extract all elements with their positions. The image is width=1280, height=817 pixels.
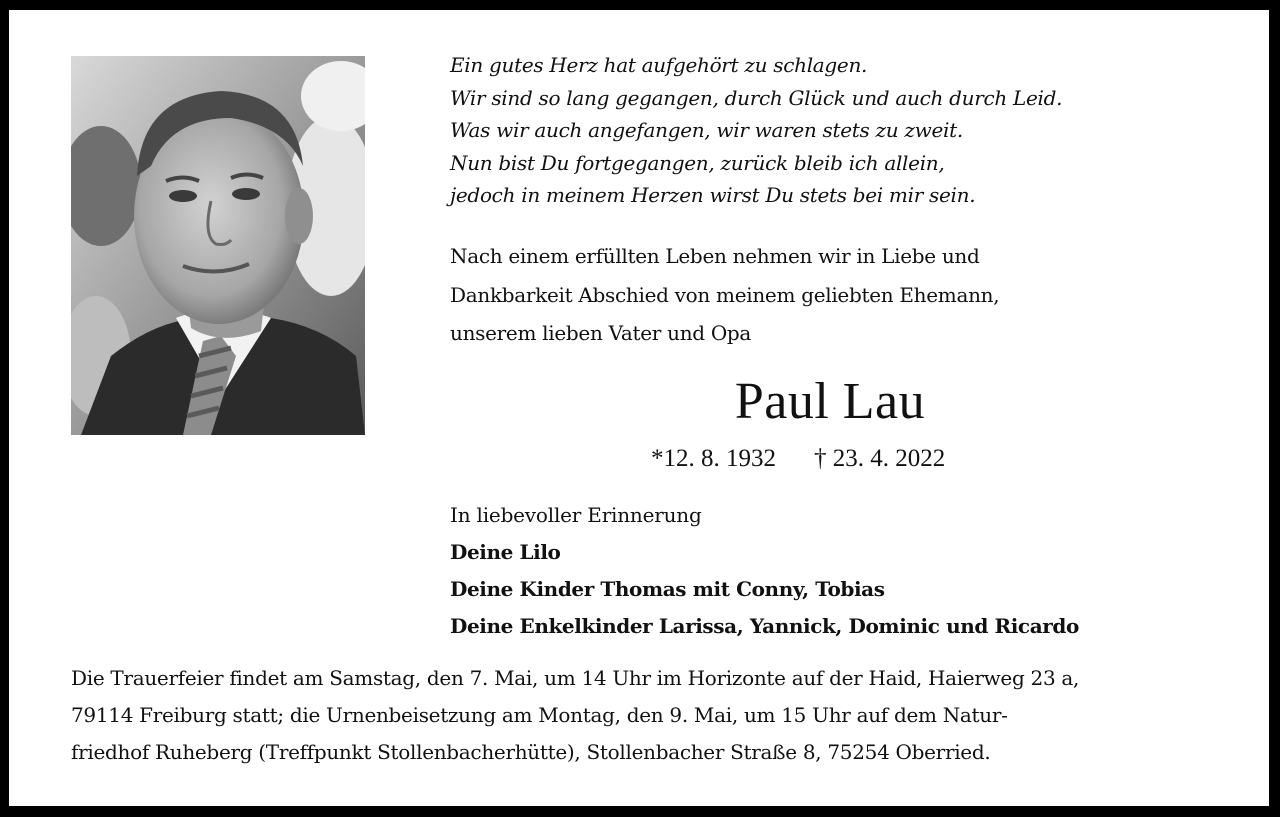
portrait-photo: [71, 56, 365, 435]
farewell-line: Nach einem erfüllten Leben nehmen wir in Liebe und: [450, 244, 980, 268]
memorial-poem: [450, 49, 1250, 212]
funeral-line: 79114 Freiburg statt; die Urnenbeisetzung am Montag, den 9. Mai, um 15 Uhr auf dem Natur-: [71, 703, 1008, 727]
birth-date: *12. 8. 1932: [651, 445, 776, 472]
deceased-name: Paul Lau: [734, 373, 926, 430]
mourner-line: Deine Kinder Thomas mit Conny, Tobias: [450, 577, 885, 601]
poem-line: Ein gutes Herz hat aufgehört zu schlagen.: [450, 53, 868, 77]
mourners-list: [450, 497, 1260, 645]
poem-line: Was wir auch angefangen, wir waren stets zu zweit.: [450, 118, 963, 142]
mourner-line: Deine Lilo: [450, 540, 561, 564]
mourner-line: Deine Enkelkinder Larissa, Yannick, Dominic und Ricardo: [450, 614, 1079, 638]
farewell-text: [450, 237, 1250, 353]
farewell-line: unserem lieben Vater und Opa: [450, 321, 752, 345]
mourners-heading: In liebevoller Erinnerung: [450, 503, 702, 527]
funeral-line: Die Trauerfeier findet am Samstag, den 7. Mai, um 14 Uhr im Horizonte auf der Haid, Haierweg 23 a,: [71, 666, 1080, 690]
poem-line: Nun bist Du fortgegangen, zurück bleib ich allein,: [450, 150, 945, 175]
funeral-line: friedhof Ruheberg (Treffpunkt Stollenbacherhütte), Stollenbacher Straße 8, 75254 Oberried.: [71, 740, 991, 764]
obituary-card: [9, 10, 1269, 806]
life-dates: [651, 443, 945, 475]
death-date: † 23. 4. 2022: [814, 445, 946, 472]
farewell-line: Dankbarkeit Abschied von meinem geliebten Ehemann,: [450, 282, 1000, 307]
funeral-details: [71, 660, 1211, 771]
poem-line: Wir sind so lang gegangen, durch Glück und auch durch Leid.: [450, 85, 1063, 110]
poem-line: jedoch in meinem Herzen wirst Du stets bei mir sein.: [450, 183, 976, 207]
